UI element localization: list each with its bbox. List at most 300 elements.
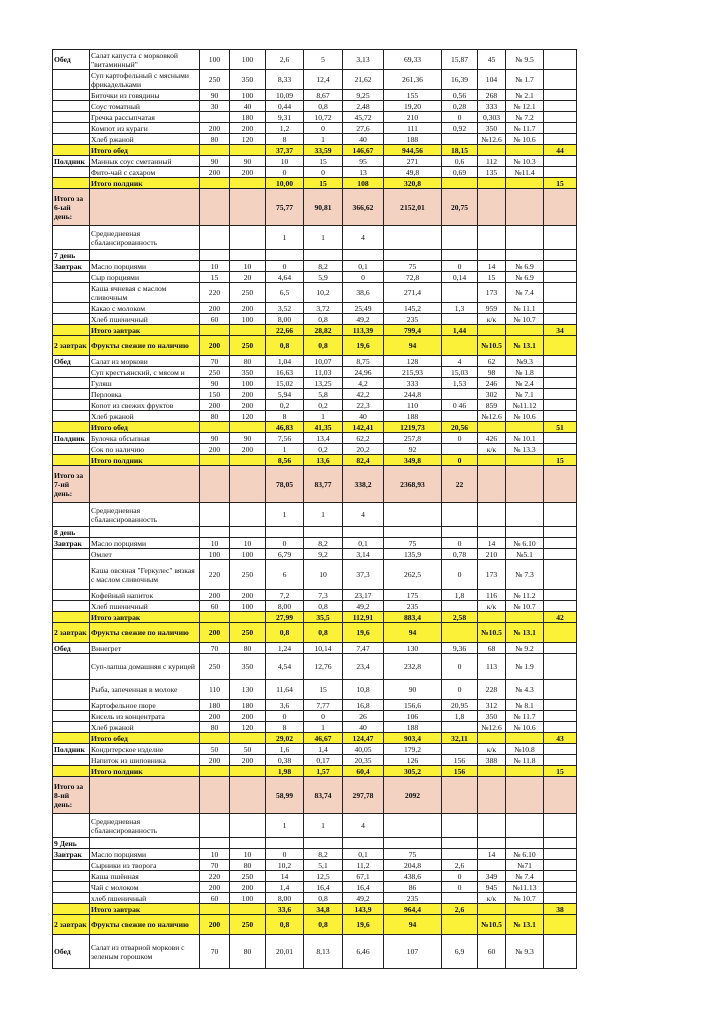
meal-cell xyxy=(53,654,90,680)
recipe-number-cell: 945 xyxy=(478,882,506,893)
vitamin-c-cell: 9,36 xyxy=(442,643,478,654)
energy-cell: 320,8 xyxy=(384,178,442,189)
vitamin-c-cell xyxy=(442,601,478,612)
reference-cell xyxy=(506,189,544,226)
portion-small-cell: 60 xyxy=(200,601,230,612)
carb-cell: 67,1 xyxy=(343,871,384,882)
vitamin-c-cell: 0 xyxy=(442,261,478,272)
cost-cell xyxy=(544,893,577,904)
table-row xyxy=(53,744,577,755)
portion-large-cell: 350 xyxy=(230,70,266,90)
portion-large-cell: 120 xyxy=(230,411,266,422)
cost-cell xyxy=(544,755,577,766)
cost-cell: 15 xyxy=(544,766,577,777)
cost-cell xyxy=(544,860,577,871)
reference-cell xyxy=(506,455,544,466)
recipe-number-cell xyxy=(478,325,506,336)
portion-small-cell: 200 xyxy=(200,123,230,134)
dish-cell: Итого завтрак xyxy=(90,612,200,623)
dish-cell xyxy=(90,838,200,849)
recipe-number-cell xyxy=(478,503,506,527)
fat-cell: 10,2 xyxy=(304,283,343,303)
meal-cell xyxy=(53,893,90,904)
energy-cell: 271 xyxy=(384,156,442,167)
protein-cell: 10 xyxy=(266,156,304,167)
dish-cell: Гуляш xyxy=(90,378,200,389)
energy-cell: 75 xyxy=(384,849,442,860)
protein-cell: 0 xyxy=(266,167,304,178)
protein-cell: 0,8 xyxy=(266,623,304,643)
reference-cell xyxy=(506,766,544,777)
cost-cell xyxy=(544,400,577,411)
fat-cell: 0,8 xyxy=(304,601,343,612)
protein-cell: 10,2 xyxy=(266,860,304,871)
dish-cell: хлеб пшеничный xyxy=(90,893,200,904)
dish-cell: Итого обед xyxy=(90,422,200,433)
portion-large-cell: 180 xyxy=(230,112,266,123)
meal-cell: Обед xyxy=(53,935,90,969)
energy-cell: 49,8 xyxy=(384,167,442,178)
portion-small-cell: 50 xyxy=(200,744,230,755)
table-row xyxy=(53,444,577,455)
meal-cell xyxy=(53,722,90,733)
fat-cell: 0 xyxy=(304,167,343,178)
protein-cell: 1,6 xyxy=(266,744,304,755)
meal-cell xyxy=(53,700,90,711)
fat-cell: 1,4 xyxy=(304,744,343,755)
energy-cell: 111 xyxy=(384,123,442,134)
protein-cell: 58,99 xyxy=(266,777,304,814)
vitamin-c-cell xyxy=(442,389,478,400)
fat-cell: 1 xyxy=(304,134,343,145)
recipe-number-cell xyxy=(478,814,506,838)
vitamin-c-cell: 6,9 xyxy=(442,935,478,969)
carb-cell: 4,2 xyxy=(343,378,384,389)
cost-cell xyxy=(544,378,577,389)
protein-cell: 4,54 xyxy=(266,654,304,680)
portion-large-cell xyxy=(230,612,266,623)
energy-cell: 235 xyxy=(384,314,442,325)
reference-cell: №10.8 xyxy=(506,744,544,755)
reference-cell xyxy=(506,527,544,538)
portion-small-cell xyxy=(200,466,230,503)
recipe-number-cell: 426 xyxy=(478,433,506,444)
energy-cell: 75 xyxy=(384,538,442,549)
protein-cell: 8 xyxy=(266,134,304,145)
fat-cell: 15 xyxy=(304,178,343,189)
dish-cell xyxy=(90,189,200,226)
protein-cell: 20,01 xyxy=(266,935,304,969)
protein-cell: 7,2 xyxy=(266,590,304,601)
energy-cell: 257,8 xyxy=(384,433,442,444)
portion-large-cell: 90 xyxy=(230,433,266,444)
energy-cell xyxy=(384,503,442,527)
cost-cell: 15 xyxy=(544,455,577,466)
meal-cell: Обед xyxy=(53,356,90,367)
dish-cell: Биточки из говядины xyxy=(90,90,200,101)
recipe-number-cell xyxy=(478,527,506,538)
protein-cell: 75,77 xyxy=(266,189,304,226)
table-row xyxy=(53,389,577,400)
carb-cell: 112,91 xyxy=(343,612,384,623)
dish-cell: Картофельное пюре xyxy=(90,700,200,711)
portion-large-cell: 10 xyxy=(230,849,266,860)
energy-cell: 2092 xyxy=(384,777,442,814)
table-row xyxy=(53,733,577,744)
protein-cell: 6,5 xyxy=(266,283,304,303)
portion-small-cell: 180 xyxy=(200,700,230,711)
cost-cell xyxy=(544,680,577,700)
cost-cell xyxy=(544,389,577,400)
table-row xyxy=(53,145,577,156)
vitamin-c-cell xyxy=(442,314,478,325)
portion-large-cell: 100 xyxy=(230,314,266,325)
carb-cell: 45,72 xyxy=(343,112,384,123)
portion-large-cell: 100 xyxy=(230,549,266,560)
meal-cell: 8 день xyxy=(53,527,90,538)
fat-cell: 16,4 xyxy=(304,882,343,893)
energy-cell: 130 xyxy=(384,643,442,654)
energy-cell: 2152,01 xyxy=(384,189,442,226)
fat-cell: 9,2 xyxy=(304,549,343,560)
vitamin-c-cell xyxy=(442,250,478,261)
vitamin-c-cell: 0 xyxy=(442,871,478,882)
meal-cell: Обед xyxy=(53,643,90,654)
cost-cell xyxy=(544,123,577,134)
portion-small-cell: 70 xyxy=(200,935,230,969)
portion-large-cell xyxy=(230,503,266,527)
recipe-number-cell: 104 xyxy=(478,70,506,90)
meal-cell xyxy=(53,400,90,411)
reference-cell xyxy=(506,503,544,527)
cost-cell: 15 xyxy=(544,178,577,189)
reference-cell: № 4.3 xyxy=(506,680,544,700)
dish-cell: Фрукты свежие по наличию xyxy=(90,336,200,356)
energy-cell: 799,4 xyxy=(384,325,442,336)
portion-small-cell xyxy=(200,189,230,226)
portion-large-cell: 130 xyxy=(230,680,266,700)
portion-small-cell: 150 xyxy=(200,389,230,400)
fat-cell: 83,77 xyxy=(304,466,343,503)
table-row xyxy=(53,433,577,444)
cost-cell xyxy=(544,871,577,882)
meal-cell xyxy=(53,101,90,112)
meal-cell: Обед xyxy=(53,50,90,70)
energy-cell: 1219,73 xyxy=(384,422,442,433)
carb-cell: 338,2 xyxy=(343,466,384,503)
portion-large-cell xyxy=(230,189,266,226)
portion-small-cell: 200 xyxy=(200,400,230,411)
carb-cell: 10,8 xyxy=(343,680,384,700)
protein-cell: 8 xyxy=(266,411,304,422)
reference-cell: № 11.8 xyxy=(506,755,544,766)
portion-large-cell: 250 xyxy=(230,336,266,356)
cost-cell xyxy=(544,444,577,455)
energy-cell: 244,8 xyxy=(384,389,442,400)
cost-cell xyxy=(544,623,577,643)
protein-cell: 1,24 xyxy=(266,643,304,654)
reference-cell: № 10.6 xyxy=(506,134,544,145)
energy-cell: 204,8 xyxy=(384,860,442,871)
portion-small-cell: 10 xyxy=(200,849,230,860)
meal-cell xyxy=(53,871,90,882)
carb-cell: 7,47 xyxy=(343,643,384,654)
carb-cell: 11,2 xyxy=(343,860,384,871)
recipe-number-cell: 98 xyxy=(478,367,506,378)
portion-small-cell: 200 xyxy=(200,882,230,893)
recipe-number-cell: 173 xyxy=(478,283,506,303)
dish-cell: Итого завтрак xyxy=(90,325,200,336)
portion-large-cell xyxy=(230,766,266,777)
carb-cell: 2,48 xyxy=(343,101,384,112)
carb-cell: 8,75 xyxy=(343,356,384,367)
energy-cell: 903,4 xyxy=(384,733,442,744)
vitamin-c-cell: 156 xyxy=(442,755,478,766)
cost-cell: 43 xyxy=(544,733,577,744)
vitamin-c-cell: 0 xyxy=(442,654,478,680)
vitamin-c-cell xyxy=(442,411,478,422)
vitamin-c-cell: 16,39 xyxy=(442,70,478,90)
protein-cell: 22,66 xyxy=(266,325,304,336)
meal-cell xyxy=(53,680,90,700)
portion-small-cell xyxy=(200,766,230,777)
carb-cell: 49,2 xyxy=(343,601,384,612)
portion-small-cell xyxy=(200,527,230,538)
carb-cell: 19,6 xyxy=(343,336,384,356)
table-row xyxy=(53,680,577,700)
cost-cell xyxy=(544,411,577,422)
portion-small-cell: 250 xyxy=(200,654,230,680)
meal-cell xyxy=(53,733,90,744)
meal-cell xyxy=(53,755,90,766)
cost-cell xyxy=(544,744,577,755)
protein-cell: 8,00 xyxy=(266,893,304,904)
energy-cell: 72,8 xyxy=(384,272,442,283)
energy-cell: 19,20 xyxy=(384,101,442,112)
vitamin-c-cell: 20,56 xyxy=(442,422,478,433)
meal-cell xyxy=(53,590,90,601)
meal-cell: 9 День xyxy=(53,838,90,849)
dish-cell: Хлеб ржаной xyxy=(90,411,200,422)
table-row xyxy=(53,303,577,314)
reference-cell: №9.3 xyxy=(506,356,544,367)
meal-cell xyxy=(53,145,90,156)
portion-large-cell xyxy=(230,455,266,466)
table-row xyxy=(53,167,577,178)
cost-cell xyxy=(544,112,577,123)
portion-small-cell: 70 xyxy=(200,860,230,871)
recipe-number-cell xyxy=(478,860,506,871)
table-row xyxy=(53,314,577,325)
cost-cell xyxy=(544,560,577,590)
dish-cell: Каша овсяная "Геркулес" вязкая с маслом сливочным xyxy=(90,560,200,590)
recipe-number-cell: 15 xyxy=(478,272,506,283)
protein-cell: 6 xyxy=(266,560,304,590)
fat-cell: 12,4 xyxy=(304,70,343,90)
reference-cell xyxy=(506,226,544,250)
portion-small-cell: 220 xyxy=(200,283,230,303)
portion-large-cell: 100 xyxy=(230,90,266,101)
dish-cell: Итого полдник xyxy=(90,455,200,466)
reference-cell: № 10.6 xyxy=(506,411,544,422)
vitamin-c-cell xyxy=(442,134,478,145)
carb-cell: 113,39 xyxy=(343,325,384,336)
vitamin-c-cell: 1,53 xyxy=(442,378,478,389)
reference-cell: № 7.1 xyxy=(506,389,544,400)
cost-cell xyxy=(544,882,577,893)
meal-cell xyxy=(53,814,90,838)
recipe-number-cell xyxy=(478,733,506,744)
cost-cell xyxy=(544,814,577,838)
portion-small-cell: 70 xyxy=(200,356,230,367)
vitamin-c-cell: 15,03 xyxy=(442,367,478,378)
vitamin-c-cell: 0 xyxy=(442,560,478,590)
table-row xyxy=(53,378,577,389)
protein-cell: 8,00 xyxy=(266,314,304,325)
recipe-number-cell xyxy=(478,178,506,189)
carb-cell: 124,47 xyxy=(343,733,384,744)
cost-cell xyxy=(544,250,577,261)
table-row xyxy=(53,849,577,860)
table-row xyxy=(53,549,577,560)
portion-large-cell: 10 xyxy=(230,538,266,549)
reference-cell: №11.4 xyxy=(506,167,544,178)
cost-cell xyxy=(544,549,577,560)
meal-cell xyxy=(53,389,90,400)
table-row xyxy=(53,455,577,466)
recipe-number-cell: 350 xyxy=(478,123,506,134)
energy-cell: 69,33 xyxy=(384,50,442,70)
carb-cell: 38,6 xyxy=(343,283,384,303)
cost-cell xyxy=(544,314,577,325)
meal-cell: Итого за 7-ий день: xyxy=(53,466,90,503)
portion-large-cell xyxy=(230,527,266,538)
portion-large-cell: 90 xyxy=(230,156,266,167)
meal-cell xyxy=(53,167,90,178)
portion-large-cell: 50 xyxy=(230,744,266,755)
fat-cell: 83,74 xyxy=(304,777,343,814)
portion-small-cell: 200 xyxy=(200,755,230,766)
recipe-number-cell xyxy=(478,226,506,250)
reference-cell xyxy=(506,145,544,156)
table-row xyxy=(53,466,577,503)
vitamin-c-cell: 0,78 xyxy=(442,549,478,560)
protein-cell: 8,33 xyxy=(266,70,304,90)
recipe-number-cell: 0,303 xyxy=(478,112,506,123)
recipe-number-cell xyxy=(478,766,506,777)
energy-cell: 75 xyxy=(384,261,442,272)
dish-cell: Среднедневная сбалансированность xyxy=(90,814,200,838)
vitamin-c-cell xyxy=(442,503,478,527)
dish-cell: Сыр порциями xyxy=(90,272,200,283)
reference-cell: № 9.3 xyxy=(506,935,544,969)
portion-large-cell: 180 xyxy=(230,700,266,711)
recipe-number-cell xyxy=(478,904,506,915)
cost-cell xyxy=(544,601,577,612)
recipe-number-cell: 68 xyxy=(478,643,506,654)
protein-cell: 1,2 xyxy=(266,123,304,134)
portion-small-cell: 200 xyxy=(200,303,230,314)
protein-cell: 1,4 xyxy=(266,882,304,893)
portion-large-cell: 40 xyxy=(230,101,266,112)
recipe-number-cell: 112 xyxy=(478,156,506,167)
vitamin-c-cell: 22 xyxy=(442,466,478,503)
portion-small-cell xyxy=(200,226,230,250)
energy-cell: 210 xyxy=(384,112,442,123)
energy-cell: 944,56 xyxy=(384,145,442,156)
dish-cell: Масло порциями xyxy=(90,261,200,272)
recipe-number-cell: к/к xyxy=(478,893,506,904)
cost-cell xyxy=(544,433,577,444)
vitamin-c-cell xyxy=(442,226,478,250)
carb-cell: 23,4 xyxy=(343,654,384,680)
table-row xyxy=(53,411,577,422)
portion-small-cell: 220 xyxy=(200,560,230,590)
meal-cell xyxy=(53,444,90,455)
energy-cell: 235 xyxy=(384,893,442,904)
reference-cell: № 13.1 xyxy=(506,623,544,643)
portion-small-cell xyxy=(200,145,230,156)
table-row xyxy=(53,400,577,411)
recipe-number-cell: 113 xyxy=(478,654,506,680)
fat-cell: 3,72 xyxy=(304,303,343,314)
table-row xyxy=(53,70,577,90)
portion-large-cell xyxy=(230,814,266,838)
cost-cell xyxy=(544,590,577,601)
table-row xyxy=(53,226,577,250)
carb-cell: 16,4 xyxy=(343,882,384,893)
recipe-number-cell: №10.5 xyxy=(478,623,506,643)
table-row xyxy=(53,860,577,871)
vitamin-c-cell: 15,87 xyxy=(442,50,478,70)
energy-cell: 175 xyxy=(384,590,442,601)
portion-small-cell: 80 xyxy=(200,134,230,145)
table-row xyxy=(53,325,577,336)
fat-cell: 10 xyxy=(304,560,343,590)
energy-cell: 128 xyxy=(384,356,442,367)
cost-cell: 34 xyxy=(544,325,577,336)
table-row xyxy=(53,722,577,733)
cost-cell xyxy=(544,503,577,527)
portion-large-cell: 80 xyxy=(230,860,266,871)
reference-cell xyxy=(506,733,544,744)
dish-cell: Хлеб пшеничный xyxy=(90,601,200,612)
meal-cell: Итого за 6-ый день: xyxy=(53,189,90,226)
portion-large-cell xyxy=(230,226,266,250)
vitamin-c-cell xyxy=(442,814,478,838)
meal-cell xyxy=(53,226,90,250)
portion-small-cell: 90 xyxy=(200,378,230,389)
reference-cell xyxy=(506,814,544,838)
cost-cell xyxy=(544,538,577,549)
carb-cell: 23,17 xyxy=(343,590,384,601)
carb-cell: 20,35 xyxy=(343,755,384,766)
meal-cell xyxy=(53,904,90,915)
recipe-number-cell: 173 xyxy=(478,560,506,590)
meal-cell xyxy=(53,90,90,101)
protein-cell: 8,56 xyxy=(266,455,304,466)
reference-cell xyxy=(506,422,544,433)
reference-cell: №11.13 xyxy=(506,882,544,893)
cost-cell xyxy=(544,226,577,250)
portion-small-cell: 250 xyxy=(200,70,230,90)
fat-cell: 8,2 xyxy=(304,261,343,272)
reference-cell xyxy=(506,325,544,336)
reference-cell: № 6.9 xyxy=(506,261,544,272)
recipe-number-cell: 210 xyxy=(478,549,506,560)
cost-cell xyxy=(544,90,577,101)
vitamin-c-cell: 0 xyxy=(442,433,478,444)
